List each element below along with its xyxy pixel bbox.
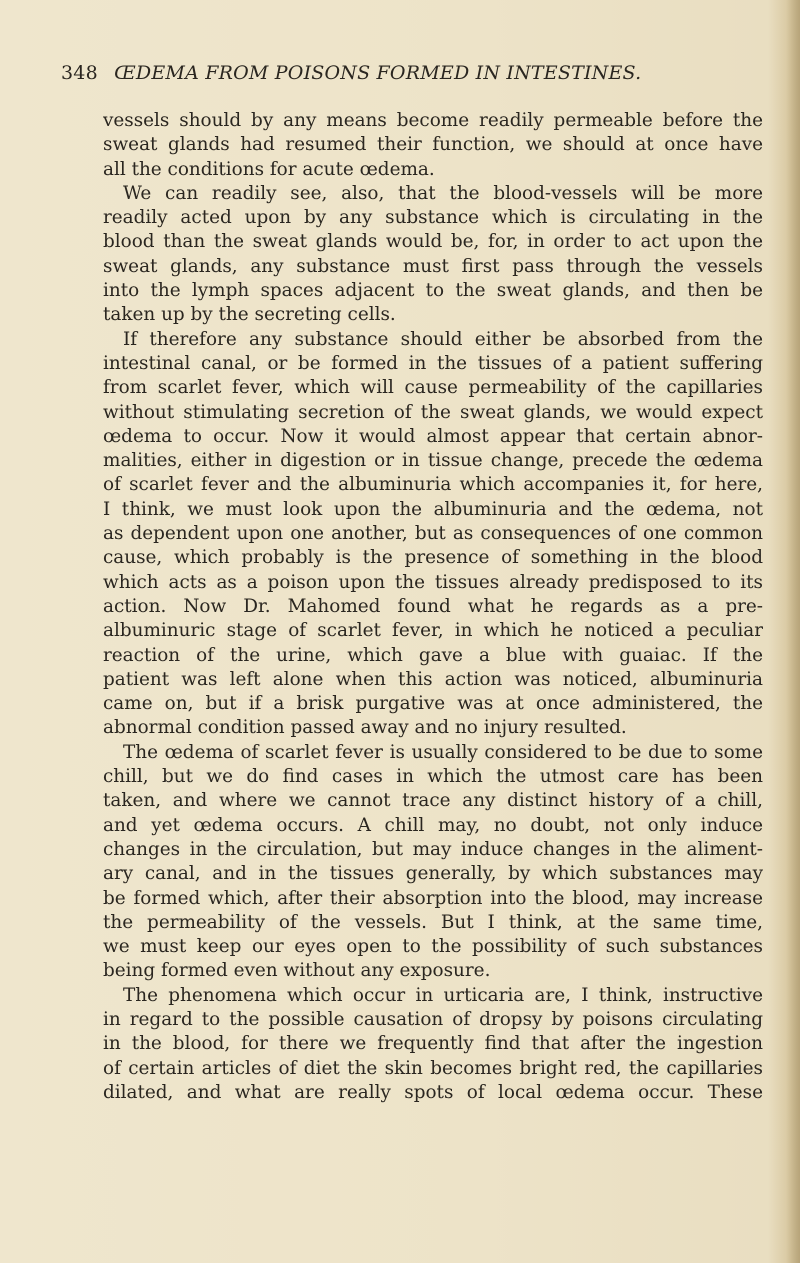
text-line: the permeability of the vessels. But I think, at the same time, bbox=[103, 911, 763, 933]
text-line: I think, we must look upon the albuminuria and the œdema, not bbox=[103, 498, 763, 520]
text-line: taken up by the secreting cells. bbox=[103, 304, 396, 326]
text-line: intestinal canal, or be formed in the tissues of a patient suffering bbox=[103, 352, 763, 374]
text-line: abnormal condition passed away and no injury resulted. bbox=[103, 717, 627, 739]
text-line: came on, but if a brisk purgative was at once administered, the bbox=[103, 693, 763, 715]
text-line: be formed which, after their absorption into the blood, may increase bbox=[103, 887, 763, 909]
running-header bbox=[61, 62, 761, 84]
page-number: 348 bbox=[61, 62, 98, 84]
text-line: from scarlet fever, which will cause permeability of the capillaries bbox=[103, 377, 763, 399]
text-line: blood than the sweat glands would be, for, in order to act upon the bbox=[103, 231, 763, 253]
text-line: The œdema of scarlet fever is usually considered to be due to some bbox=[123, 741, 763, 763]
text-line: taken, and where we cannot trace any distinct history of a chill, bbox=[103, 790, 763, 812]
text-line: vessels should by any means become readily permeable before the bbox=[103, 110, 763, 131]
text-line: which acts as a poison upon the tissues already predisposed to its bbox=[103, 571, 763, 593]
text-line: action. Now Dr. Mahomed found what he regards as a pre- bbox=[103, 595, 763, 617]
text-line: sweat glands had resumed their function, we should at once have bbox=[103, 134, 763, 156]
text-line: without stimulating secretion of the sweat glands, we would expect bbox=[103, 401, 763, 423]
text-line: being formed even without any exposure. bbox=[103, 960, 491, 982]
text-line: in the blood, for there we frequently find that after the ingestion bbox=[103, 1033, 763, 1055]
text-line: We can readily see, also, that the blood-vessels will be more bbox=[123, 182, 763, 204]
text-line: readily acted upon by any substance which is circulating in the bbox=[103, 207, 763, 229]
text-line: patient was left alone when this action was noticed, albuminuria bbox=[103, 668, 763, 690]
text-line: into the lymph spaces adjacent to the sweat glands, and then be bbox=[103, 280, 763, 302]
text-line: reaction of the urine, which gave a blue with guaiac. If the bbox=[103, 644, 763, 666]
text-line: changes in the circulation, but may induce changes in the aliment- bbox=[103, 838, 763, 860]
text-line: albuminuric stage of scarlet fever, in which he noticed a peculiar bbox=[103, 620, 763, 642]
running-title: ŒDEMA FROM POISONS FORMED IN INTESTINES. bbox=[114, 62, 642, 84]
text-line: sweat glands, any substance must first pass through the vessels bbox=[103, 255, 763, 277]
text-line: chill, but we do find cases in which the utmost care has been bbox=[103, 766, 763, 788]
text-line: of scarlet fever and the albuminuria which accompanies it, for here, bbox=[103, 474, 763, 496]
page-edge-shadow bbox=[786, 0, 800, 1263]
text-line: in regard to the possible causation of dropsy by poisons circulating bbox=[103, 1008, 763, 1030]
text-line: all the conditions for acute œdema. bbox=[103, 158, 435, 180]
text-line: cause, which probably is the presence of something in the blood bbox=[103, 547, 763, 569]
text-line: as dependent upon one another, but as consequences of one common bbox=[103, 523, 763, 545]
text-line: and yet œdema occurs. A chill may, no doubt, not only induce bbox=[103, 814, 763, 836]
text-line: dilated, and what are really spots of local œdema occur. These bbox=[103, 1081, 763, 1103]
text-line: The phenomena which occur in urticaria are, I think, instructive bbox=[123, 984, 763, 1006]
text-line: malities, either in digestion or in tissue change, precede the œdema bbox=[103, 450, 763, 472]
text-line: œdema to occur. Now it would almost appear that certain abnor- bbox=[103, 425, 763, 447]
body-text bbox=[103, 109, 763, 1105]
text-line: of certain articles of diet the skin becomes bright red, the capillaries bbox=[103, 1057, 763, 1079]
text-line: If therefore any substance should either be absorbed from the bbox=[123, 328, 763, 350]
text-line: ary canal, and in the tissues generally, by which substances may bbox=[103, 863, 763, 885]
text-line: we must keep our eyes open to the possibility of such substances bbox=[103, 936, 763, 958]
